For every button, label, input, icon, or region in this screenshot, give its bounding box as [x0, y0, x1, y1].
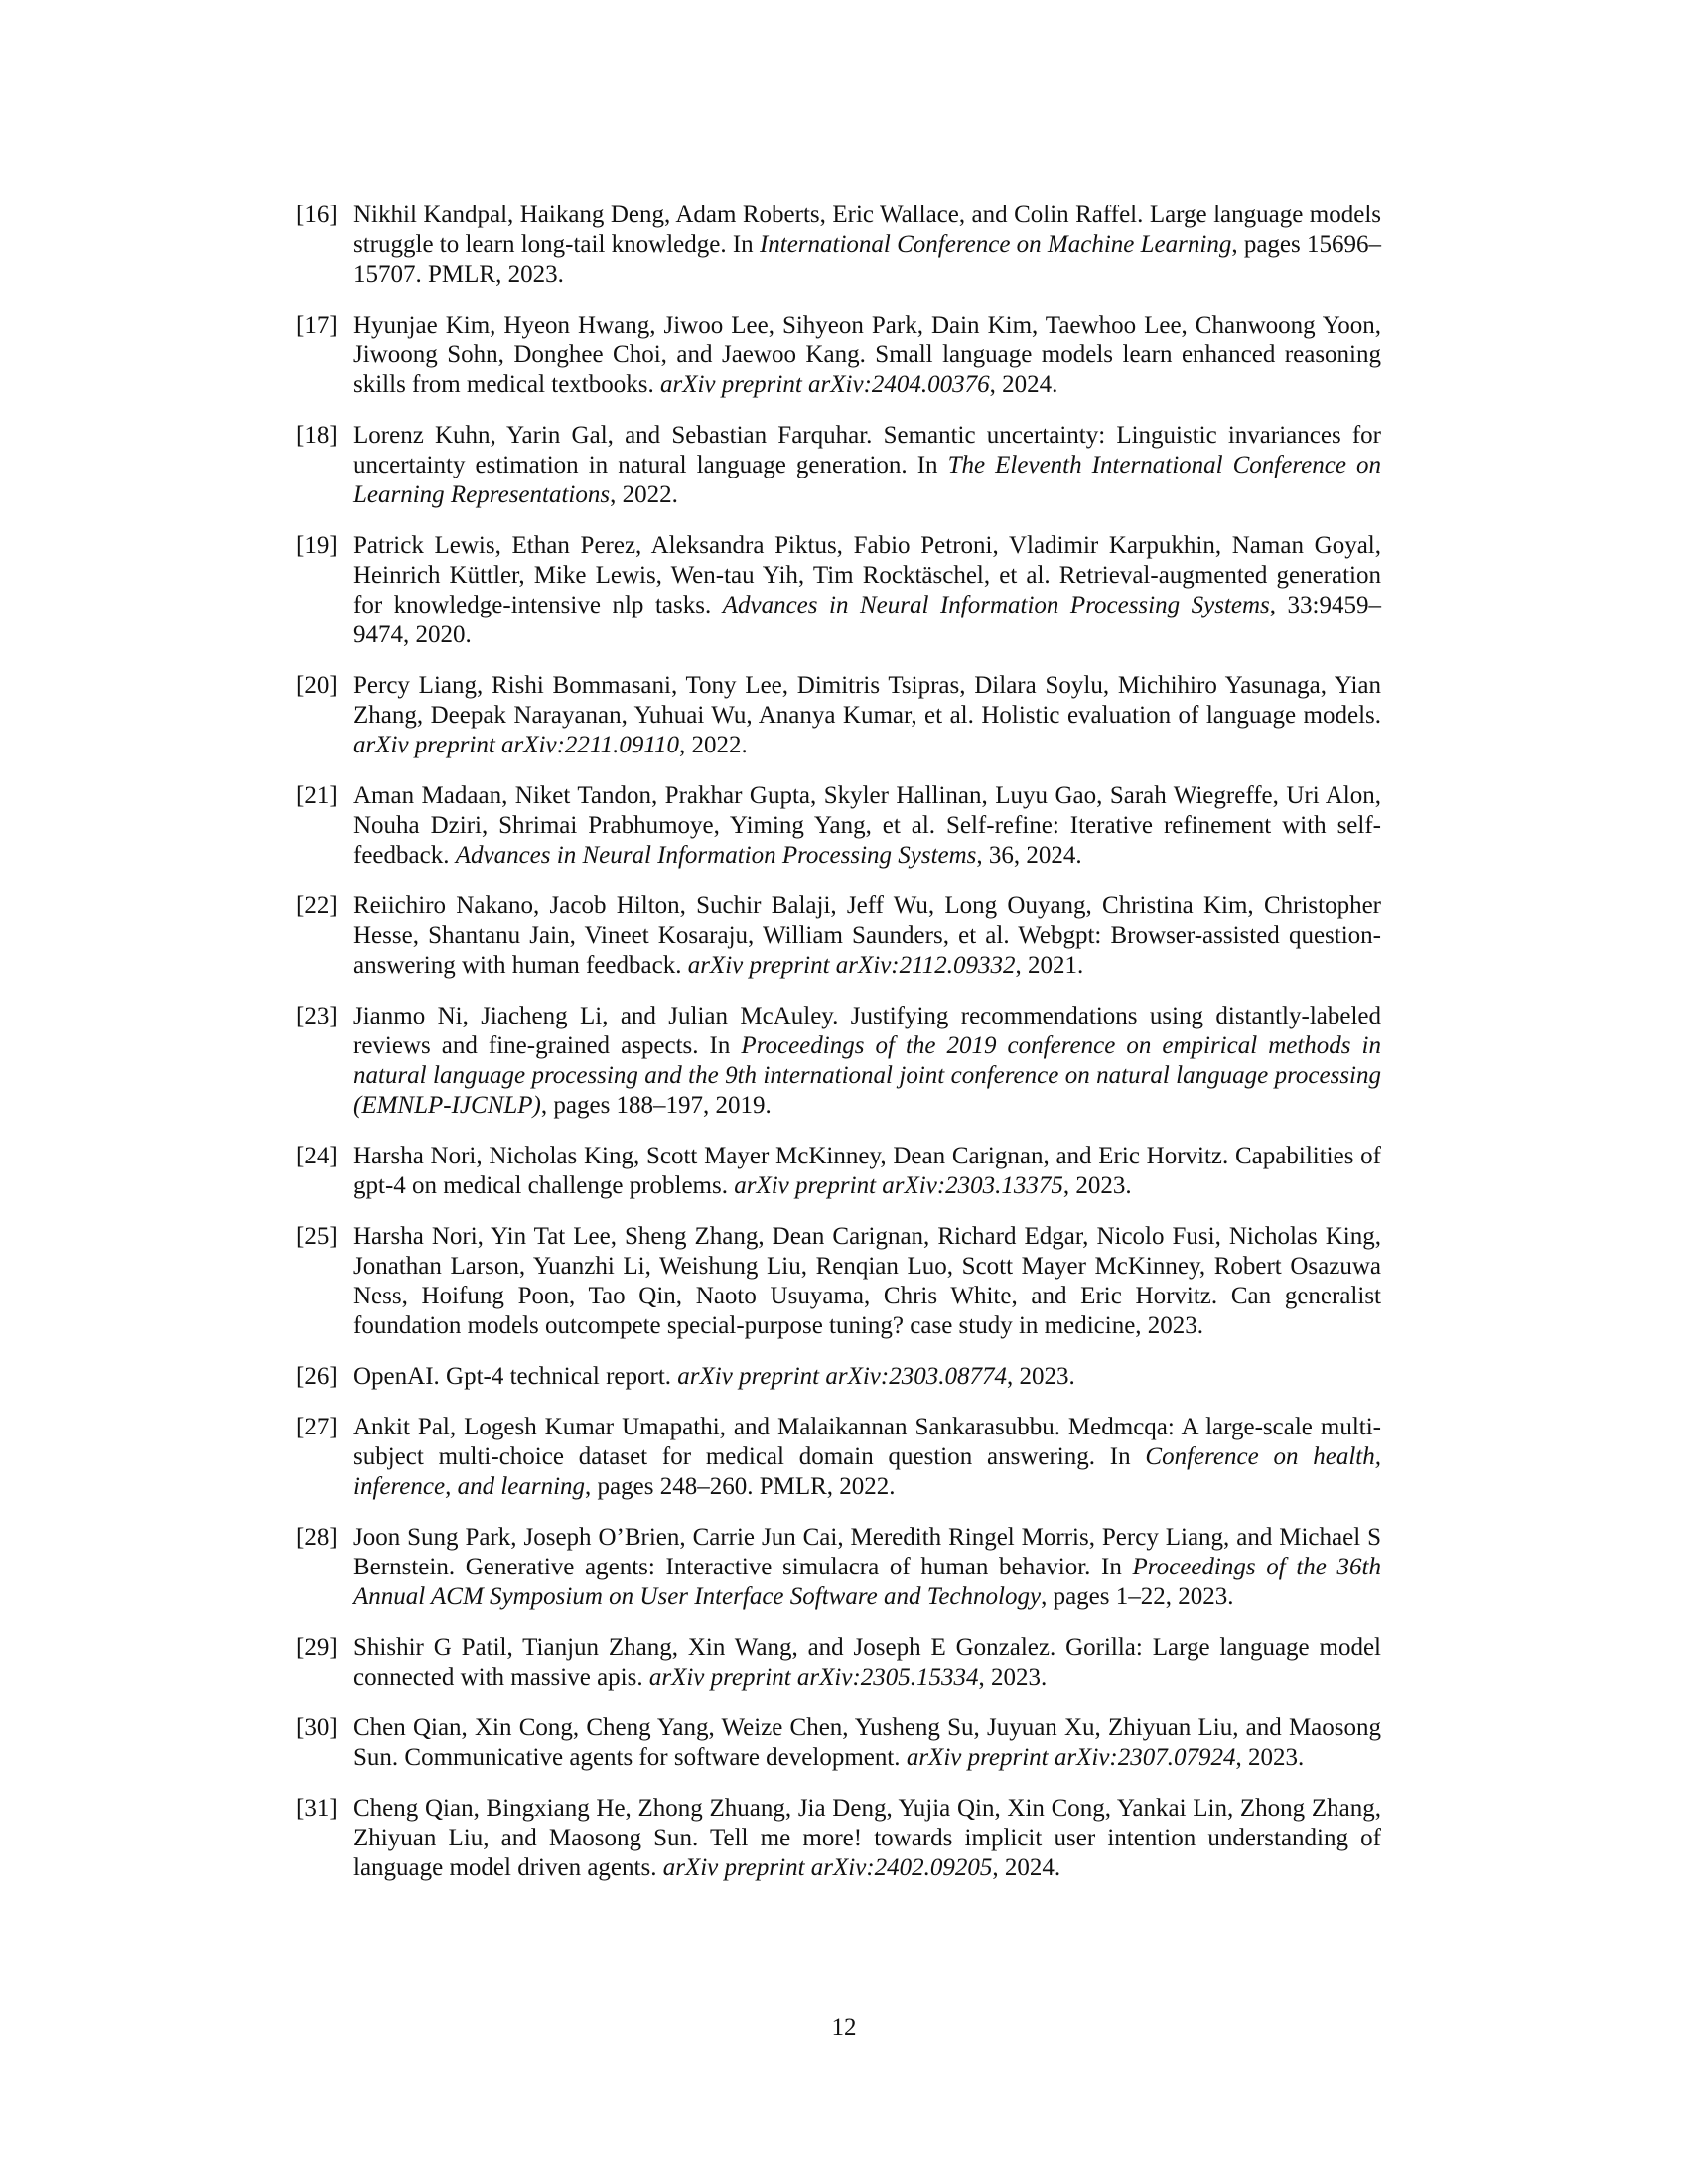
reference-details: , 2024.: [992, 1854, 1061, 1881]
reference-details: , pages 188–197, 2019.: [540, 1092, 772, 1119]
reference-entry: [296, 891, 1381, 981]
reference-text: [353, 781, 1381, 871]
reference-citation: Nikhil Kandpal, Haikang Deng, Adam Roberts, Eric Wallace, and Colin Raffel. Large language models struggle to learn long-tail knowledge. In: [353, 202, 1381, 258]
reference-text: [353, 1713, 1381, 1773]
reference-venue: arXiv preprint arXiv:2402.09205: [662, 1854, 993, 1881]
reference-details: , 2023.: [1006, 1363, 1075, 1390]
reference-number: [24]: [296, 1143, 338, 1169]
reference-details: , 2023.: [978, 1664, 1048, 1691]
reference-details: , 2021.: [1015, 952, 1084, 979]
reference-text: [353, 421, 1381, 510]
reference-details: , 2023.: [1062, 1172, 1132, 1199]
reference-details: , 2022.: [610, 481, 678, 508]
reference-citation: Cheng Qian, Bingxiang He, Zhong Zhuang, Jia Deng, Yujia Qin, Xin Cong, Yankai Lin, Zhong Zhang, Zhiyuan Liu, and Maosong Sun. Tell me more! towards implicit user intention understanding of language model driven agents.: [353, 1795, 1381, 1881]
reference-venue: arXiv preprint arXiv:2303.08774: [677, 1363, 1007, 1390]
reference-entry: [296, 1002, 1381, 1121]
reference-citation: Harsha Nori, Yin Tat Lee, Sheng Zhang, Dean Carignan, Richard Edgar, Nicolo Fusi, Nicholas King, Jonathan Larson, Yuanzhi Li, Weishung Liu, Renqian Luo, Scott Mayer McKinney, Robert Osazuwa Ness, Hoifung Poon, Tao Qin, Naoto Usuyama, Chris White, and Eric Horvitz. Can generalist foundation models outcompete special-purpose tuning? case study in medicine, 2023.: [353, 1223, 1381, 1339]
reference-details: , 2022.: [678, 732, 748, 758]
reference-venue: arXiv preprint arXiv:2307.07924: [906, 1744, 1236, 1771]
reference-details: , 33:9459–9474, 2020.: [353, 592, 1381, 648]
reference-number: [16]: [296, 202, 338, 228]
reference-details: , 36, 2024.: [976, 842, 1082, 869]
reference-number: [28]: [296, 1524, 338, 1551]
reference-text: [353, 1142, 1381, 1201]
reference-venue: Proceedings of the 36th Annual ACM Symposium on User Interface Software and Technology: [353, 1554, 1381, 1610]
reference-citation: OpenAI. Gpt-4 technical report.: [353, 1363, 678, 1390]
reference-entry: [296, 1633, 1381, 1693]
reference-entry: [296, 311, 1381, 400]
reference-venue: Conference on health, inference, and learning: [353, 1443, 1381, 1500]
reference-citation: Percy Liang, Rishi Bommasani, Tony Lee, Dimitris Tsipras, Dilara Soylu, Michihiro Yasunaga, Yian Zhang, Deepak Narayanan, Yuhuai Wu, Ananya Kumar, et al. Holistic evaluation of language models.: [353, 672, 1381, 729]
reference-text: [353, 891, 1381, 981]
reference-venue: arXiv preprint arXiv:2404.00376: [659, 371, 990, 398]
reference-entry: [296, 531, 1381, 650]
reference-text: [353, 671, 1381, 760]
reference-entry: [296, 1142, 1381, 1201]
reference-number: [30]: [296, 1714, 338, 1741]
reference-details: , pages 248–260. PMLR, 2022.: [585, 1473, 896, 1500]
reference-entry: [296, 1222, 1381, 1341]
reference-venue: The Eleventh International Conference on Learning Representations: [353, 452, 1381, 508]
reference-number: [26]: [296, 1363, 338, 1390]
reference-details: , pages 1–22, 2023.: [1041, 1583, 1234, 1610]
reference-entry: [296, 1713, 1381, 1773]
reference-number: [25]: [296, 1223, 338, 1250]
page-number: 12: [831, 2014, 857, 2041]
reference-text: [353, 531, 1381, 650]
reference-number: [27]: [296, 1414, 338, 1440]
reference-text: [353, 1002, 1381, 1121]
reference-text: [353, 1523, 1381, 1612]
reference-citation: Lorenz Kuhn, Yarin Gal, and Sebastian Farquhar. Semantic uncertainty: Linguistic invariances for uncertainty estimation in natural language generation. In: [353, 422, 1381, 478]
reference-entry: [296, 671, 1381, 760]
reference-venue: arXiv preprint arXiv:2211.09110: [353, 732, 679, 758]
reference-venue: arXiv preprint arXiv:2303.13375: [734, 1172, 1063, 1199]
reference-entry: [296, 201, 1381, 290]
reference-citation: Aman Madaan, Niket Tandon, Prakhar Gupta, Skyler Hallinan, Luyu Gao, Sarah Wiegreffe, Uri Alon, Nouha Dziri, Shrimai Prabhumoye, Yiming Yang, et al. Self-refine: Iterative refinement with self-feedback.: [353, 782, 1381, 869]
reference-entry: [296, 1794, 1381, 1883]
reference-number: [19]: [296, 532, 338, 559]
reference-entry: [296, 1523, 1381, 1612]
reference-venue: Advances in Neural Information Processing Systems: [455, 842, 977, 869]
reference-citation: Jianmo Ni, Jiacheng Li, and Julian McAuley. Justifying recommendations using distantly-labeled reviews and fine-grained aspects. In: [353, 1003, 1381, 1059]
reference-number: [20]: [296, 672, 338, 699]
reference-number: [31]: [296, 1795, 338, 1822]
reference-citation: Shishir G Patil, Tianjun Zhang, Xin Wang, and Joseph E Gonzalez. Gorilla: Large language model connected with massive apis.: [353, 1634, 1381, 1691]
reference-venue: arXiv preprint arXiv:2305.15334: [648, 1664, 979, 1691]
reference-text: [353, 1362, 1381, 1392]
reference-citation: Patrick Lewis, Ethan Perez, Aleksandra Piktus, Fabio Petroni, Vladimir Karpukhin, Naman Goyal, Heinrich Küttler, Mike Lewis, Wen-tau Yih, Tim Rocktäschel, et al. Retrieval-augmented generation for knowledge-intensive nlp tasks.: [353, 532, 1381, 618]
reference-citation: Joon Sung Park, Joseph O’Brien, Carrie Jun Cai, Meredith Ringel Morris, Percy Liang, and Michael S Bernstein. Generative agents: Interactive simulacra of human behavior. In: [353, 1524, 1381, 1580]
reference-number: [29]: [296, 1634, 338, 1661]
reference-details: , pages 15696–15707. PMLR, 2023.: [353, 231, 1381, 288]
reference-entry: [296, 1362, 1381, 1392]
reference-list: [296, 201, 1381, 1904]
reference-number: [23]: [296, 1003, 338, 1029]
reference-citation: Chen Qian, Xin Cong, Cheng Yang, Weize Chen, Yusheng Su, Juyuan Xu, Zhiyuan Liu, and Maosong Sun. Communicative agents for software development.: [353, 1714, 1381, 1771]
reference-venue: Advances in Neural Information Processing Systems: [722, 592, 1270, 618]
reference-citation: Harsha Nori, Nicholas King, Scott Mayer McKinney, Dean Carignan, and Eric Horvitz. Capabilities of gpt-4 on medical challenge problems.: [353, 1143, 1381, 1199]
reference-number: [17]: [296, 312, 338, 339]
reference-text: [353, 1794, 1381, 1883]
reference-text: [353, 311, 1381, 400]
reference-text: [353, 1413, 1381, 1502]
reference-citation: Hyunjae Kim, Hyeon Hwang, Jiwoo Lee, Sihyeon Park, Dain Kim, Taewhoo Lee, Chanwoong Yoon, Jiwoong Sohn, Donghee Choi, and Jaewoo Kang. Small language models learn enhanced reasoning skills from medical textbooks.: [353, 312, 1381, 398]
reference-number: [21]: [296, 782, 338, 809]
reference-text: [353, 1633, 1381, 1693]
reference-entry: [296, 421, 1381, 510]
reference-details: , 2023.: [1235, 1744, 1305, 1771]
reference-number: [18]: [296, 422, 338, 449]
reference-details: , 2024.: [989, 371, 1058, 398]
reference-venue: International Conference on Machine Learning: [759, 231, 1232, 258]
reference-text: [353, 201, 1381, 290]
reference-citation: Reiichiro Nakano, Jacob Hilton, Suchir Balaji, Jeff Wu, Long Ouyang, Christina Kim, Christopher Hesse, Shantanu Jain, Vineet Kosaraju, William Saunders, et al. Webgpt: Browser-assisted question-answering with human feedback.: [353, 892, 1381, 979]
reference-entry: [296, 1413, 1381, 1502]
reference-citation: Ankit Pal, Logesh Kumar Umapathi, and Malaikannan Sankarasubbu. Medmcqa: A large-scale multi-subject multi-choice dataset for medical domain question answering. In: [353, 1414, 1381, 1470]
reference-venue: arXiv preprint arXiv:2112.09332: [687, 952, 1016, 979]
reference-venue: Proceedings of the 2019 conference on empirical methods in natural language processing and the 9th international joint conference on natural language processing (EMNLP-IJCNLP): [353, 1032, 1381, 1119]
reference-number: [22]: [296, 892, 338, 919]
reference-entry: [296, 781, 1381, 871]
reference-text: [353, 1222, 1381, 1341]
